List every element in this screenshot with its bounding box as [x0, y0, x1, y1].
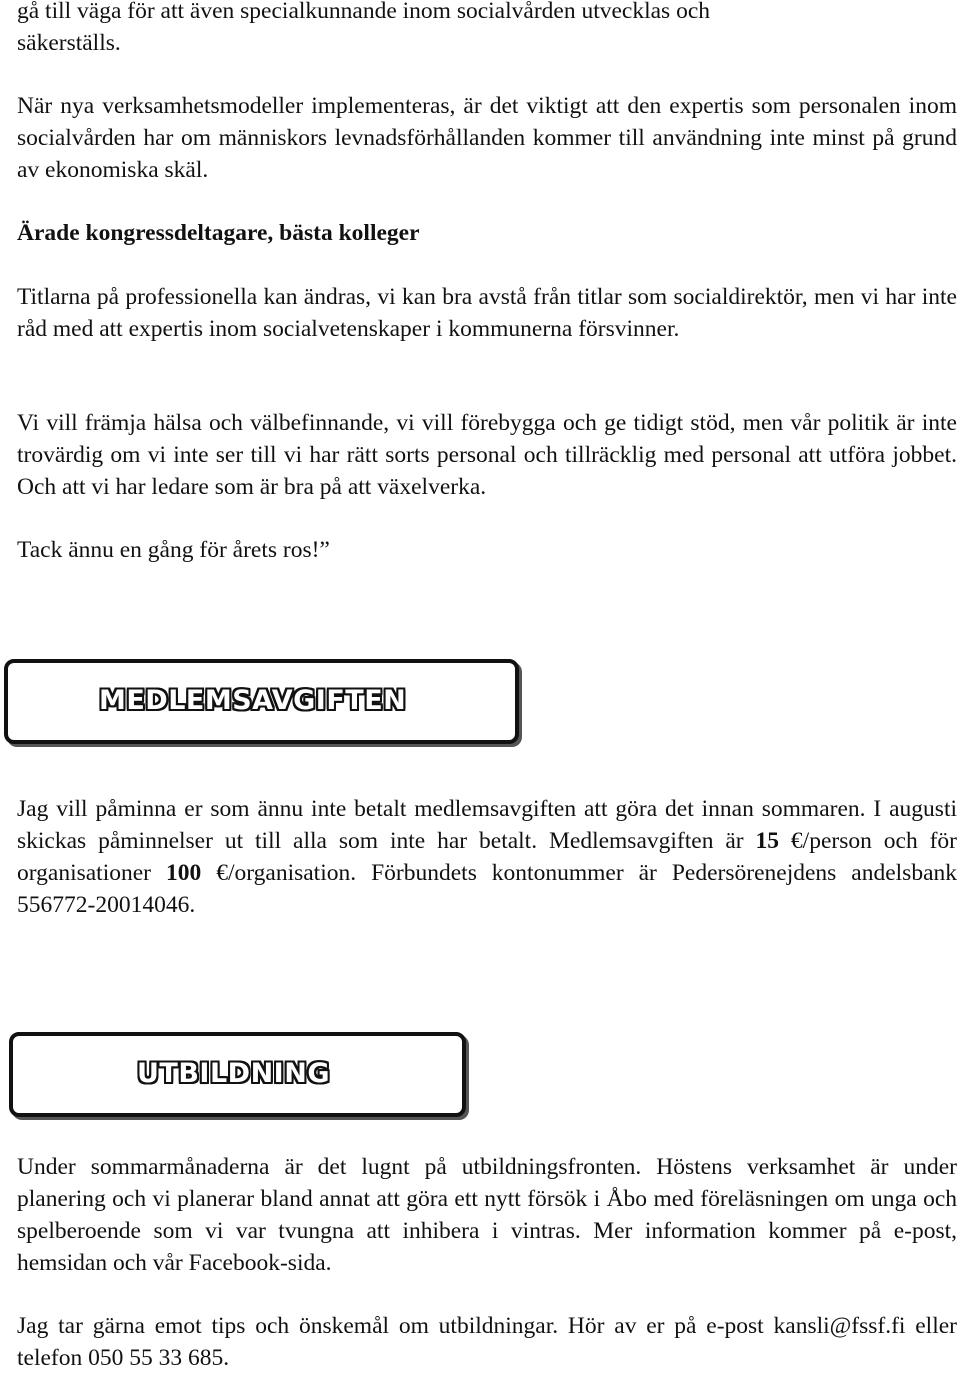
intro-line-1: gå till väga för att även specialkunnande inom socialvården utvecklas och [17, 0, 710, 24]
fee-person-value: 15 [755, 828, 780, 854]
address-closing: Tack ännu en gång för årets ros!” [17, 537, 330, 563]
utbildning-paragraph-1: Under sommarmånaderna är det lugnt på utbildningsfronten. Höstens verksamhet är under planering och vi planerar bland annat att göra ett nytt försök i Åbo med föreläsningen om unga och spelberoende som vi var tvungna att inhibera i vintras. Mer information kommer på e-post, hemsidan och vår Facebook-sida. [17, 1154, 957, 1276]
intro-line-2: säkerställs. [17, 30, 121, 56]
utbildning-paragraph-2: Jag tar gärna emot tips och önskemål om utbildningar. Hör av er på e-post kansli@fssf.fi eller telefon 050 55 33 685. [17, 1313, 957, 1371]
address-paragraph-2: Vi vill främja hälsa och välbefinnande, vi vill förebygga och ge tidigt stöd, men vår politik är inte trovärdig om vi inte ser till vi har rätt sorts personal och tillräcklig med personal att utföra jobbet. Och att vi har ledare som är bra på att växelverka. [17, 410, 957, 500]
medlemsavgiften-title: MEDLEMSAVGIFTEN [99, 685, 407, 716]
medlemsavgiften-title-box [4, 659, 519, 744]
medlemsavgiften-paragraph [17, 793, 957, 921]
fee-organisation-value: 100 [165, 860, 202, 886]
medlemsavgiften-text-b: €/person och för organisationer [17, 828, 957, 886]
address-heading: Ärade kongressdeltagare, bästa kolleger [17, 220, 420, 246]
utbildning-title: UTBILDNING [137, 1058, 330, 1089]
medlemsavgiften-text-c: €/organisation. Förbundets kontonummer är Pedersörenejdens andelsbank 556772-20014046. [17, 860, 957, 918]
medlemsavgiften-text-a: Jag vill påminna er som ännu inte betalt medlemsavgiften att göra det innan sommaren. I augusti skickas påminnelser ut till alla som inte har betalt. Medlemsavgiften är [17, 796, 957, 854]
address-paragraph-1: Titlarna på professionella kan ändras, vi kan bra avstå från titlar som socialdirektör, men vi har inte råd med att expertis inom socialvetenskaper i kommunerna försvinner. [17, 284, 957, 342]
intro-paragraph-continued [17, 0, 957, 59]
utbildning-title-box [9, 1032, 466, 1117]
intro-paragraph-2: När nya verksamhetsmodeller implementeras, är det viktigt att den expertis som personalen inom socialvården har om människors levnadsförhållanden kommer till användning inte minst på grund av ekonomiska skäl. [17, 93, 957, 183]
